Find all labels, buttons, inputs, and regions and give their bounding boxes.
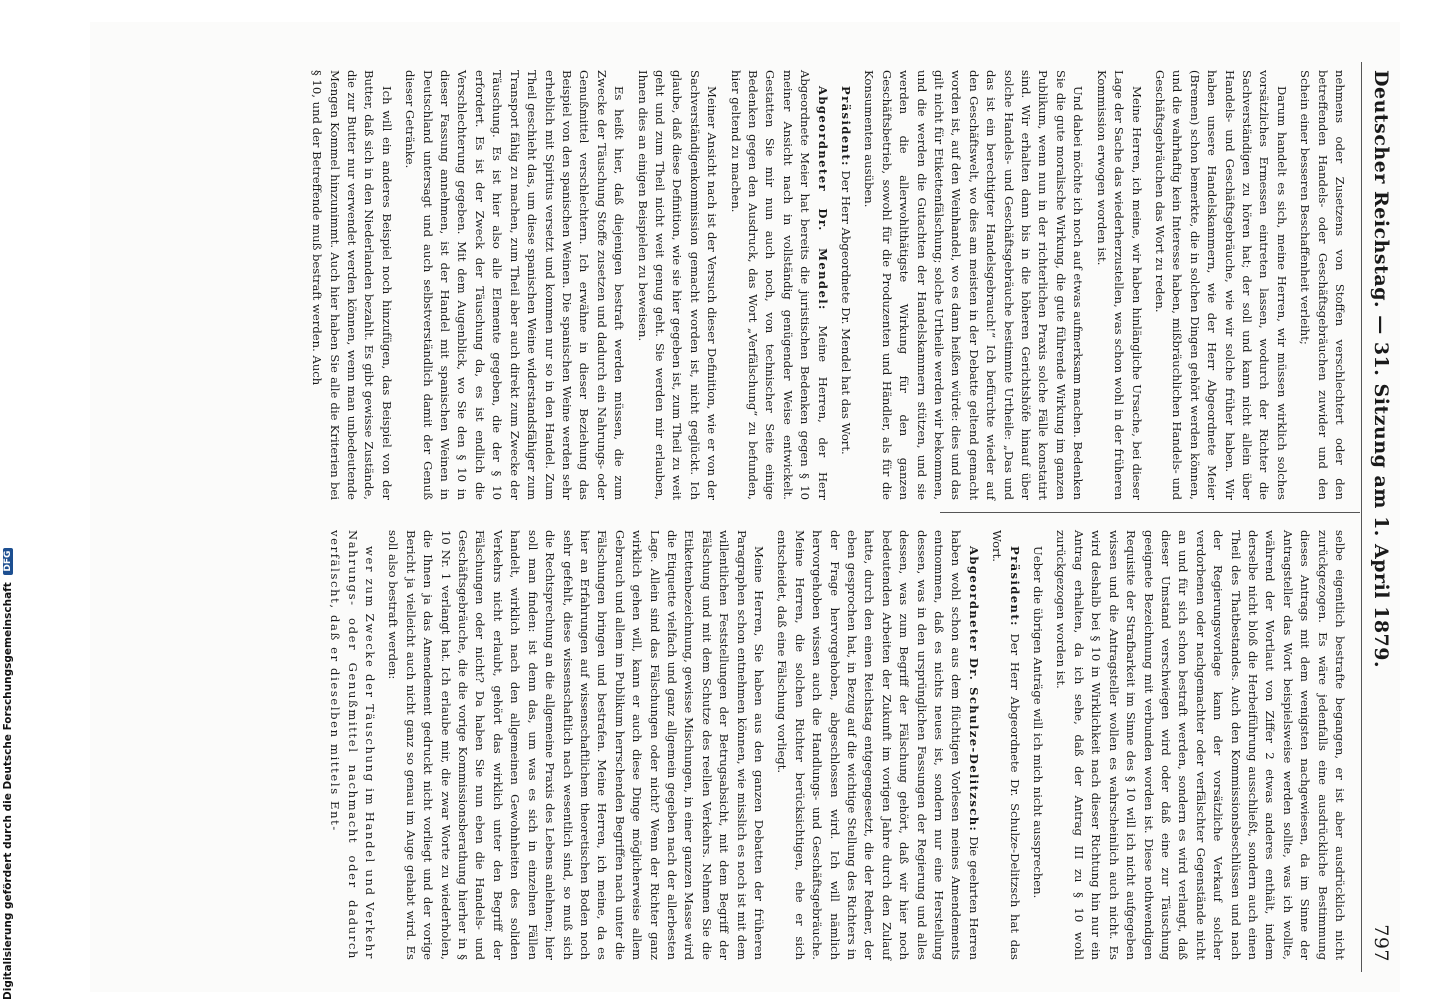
speech-paragraph <box>988 530 1023 960</box>
speaker-label: Präsident: <box>1007 546 1022 627</box>
header-rule <box>1361 62 1362 972</box>
speech-text: Die geehrten Herren haben wohl schon aus dem flüchtigen Vorlesen meines Amendements entnommen, daß es nichts neues ist, sondern nur eine Herstellung dessen, was in den ursprünglichen Fassungen der Regierung und alles dessen, was zum Begriff der Fälschung gehört, daß wir hier noch bedeutenden Arbeiten der Zukunft im vorigen Jahre durch den Zulauf hatte, durch den einen Reichstag entgegengesetzt, die der Redner, der eben gesprochen hat, in Bezug auf die wichtige Stellung des Richters in der Frage hervorgehoben, abgeschlossen wird. Ich will nämlich hervorgehoben wissen auch die Handlungs- und Geschäftsgebräuche. Meine Herren, die solchen Richter berücksichtigen, ehe er sich entscheidet, daß eine Fälschung vorliegt. <box>775 530 981 961</box>
paragraph: Meiner Ansicht nach ist der Versuch dieser Definition, wie er von der Sachverständigenkommission gemacht worden ist, nicht geglückt. Ich glaube, daß diese Definition, wie sie hier gegeben ist, zum Theil zu weit geht und zum Theil nicht weit genug geht. Sie werden mir erlauben, Ihnen dies an einigen Beispielen zu beweisen. <box>635 70 720 500</box>
paragraph: Ueber die übrigen Anträge will ich mich nicht aussprechen. <box>1031 546 1046 899</box>
speaker-label: Abgeordneter Dr. Mendel: <box>815 86 830 311</box>
dfg-logo-icon: DFG <box>3 548 13 575</box>
paragraph: Darum handelt es sich, meine Herren, wir müssen wirklich solches vorsätzliches Ermessen eintreten lassen, wodurch der Richter die Sachverständigen zu hören hat; der soll und kann nicht allein über Handels- und Geschäftsgebräuche, wie wir solche früher haben. Wir haben unsere Handelskammern, wie der Herr Abgeordnete Meier (Bremen) schon bemerkte, die in solchen Dingen gehört werden können, und die wahrhaftig kein Interesse haben, mißbräuchlichen Handels- und Geschäftsgebräuchen das Wort zu reden. <box>1152 70 1289 500</box>
speech-paragraph <box>726 70 830 500</box>
quoted-paragraph: wer zum Zwecke der Täuschung im Handel und Verkehr Nahrungs- oder Genußmittel nachmacht oder dadurch verfälscht, daß er dieselben mittels Ent- <box>328 530 378 960</box>
digitization-credit <box>2 548 14 1000</box>
paragraph: Es heißt hier, daß diejenigen bestraft werden müssen, die zum Zwecke der Täuschung Stoffe zusetzen und dadurch ein Nahrungs- oder Genußmittel verschlechtern. Ich erwähne in dieser Beziehung das Beispiel von den spanischen Weinen. Die spanischen Weine werden sehr erheblich mit Spiritus versetzt und kommen nur so in den Handel. Zum Theil geschieht das, um diese spanischen Weine widerstandsfähiger zum Transport fähig zu machen, zum Theil aber auch direkt zum Zwecke der Täuschung. Es ist hier also alle Elemente gegeben, die der § 10 erfordert. Es ist der Zweck der Täuschung da, es ist endlich die Verschlechterung gegeben. Mit dem Augenblick, wo Sie den § 10 in dieser Fassung annehmen, ist der Handel mit spanischen Weinen in Deutschland untersagt und auch selbstverständlich damit der Genuß dieser Getränke. <box>403 70 627 500</box>
right-column <box>320 530 1348 960</box>
paragraph: Meine Herren, ich meine, wir haben hinlängliche Ursache, bei dieser Lage der Sache das wiederherzustellen, was schon wohl in der früheren Kommission erwogen worden ist. <box>1094 70 1144 500</box>
page-number: 797 <box>1370 924 1392 962</box>
paragraph: Und dabei möchte ich noch auf etwas aufmerksam machen. Bedenken Sie die gute moralische Wirkung, die gute führende Wirkung im ganzen Publikum, wenn nun in der richterlichen Praxis solche Fälle konstatirt sind. Wir erhalten dann bis in die höheren Gerichtshöfe hinauf über solche Handels- und Geschäftsgebräuche bestimmte Urtheile: „Das und das ist ein berechtigter Handelsgebrauch!“ Ich befürchte wieder auf den Geschäftswelt, wo dies am meisten in der Debatte geltend gemacht worden ist, auf den Weinhandel, wo es dann heißen würde: dies und das gilt nicht für Etikettenfälschung; solche Urtheile werden wir bekommen, und die werden die Gutachten der Handelskammern stützen, und sie werden die allerwohlthätigste Wirkung für den ganzen Geschäftsbetrieb, sowohl für die Produzenten und Händler, als für die Konsumenten ausüben. <box>862 70 1086 500</box>
speech-text: Der Herr Abgeordnete Dr. Schulze-Delitzsch hat das Wort. <box>990 530 1022 960</box>
speech-text: Der Herr Abgeordnete Dr. Mendel hat das Wort. <box>839 170 854 455</box>
left-column <box>302 70 1348 500</box>
column-divider <box>940 512 1360 513</box>
credit-text: Digitalisierung gefördert durch die Deutsche Forschungsgemeinschaft <box>2 582 14 1000</box>
speech-paragraph <box>773 530 982 960</box>
speaker-label: Abgeordneter Dr. Schulze-Delitzsch: <box>966 546 981 833</box>
paragraph: Ich will ein anderes Beispiel noch hinzufügen, das Beispiel von der Butter, daß sich in den Niederlanden bezahlt. Es gibt gewisse Zustände, die zur Butter nur verwendet werden können, wenn man unbedeutende Mengen Kommel hinzunimmt. Auch hier haben Sie alle die Kriterien bei § 10, und der Betreffende muß bestraft werden. Auch <box>310 70 394 500</box>
speech-paragraph <box>837 70 854 500</box>
paragraph: nehmens oder Zusetzens von Stoffen verschlechtert oder den betreffenden Handels- oder Geschäftsgebräuchen zuwider und den Schein einer besseren Beschaffenheit verleiht; <box>1298 70 1347 500</box>
running-head-title: Deutscher Reichstag. — 31. Sitzung am 1. April 1879. <box>1370 70 1392 669</box>
rotated-scan-page <box>90 22 1400 992</box>
digitization-credit-strip <box>0 0 16 1000</box>
speech-text: Meine Herren, der Herr Abgeordnete Meier hat bereits die juristischen Bedenken gegen § 10 meiner Ansicht nach in vollständig genügender Weise entwickelt. Gestatten Sie mir nun auch noch, von technischer Seite einige Bedenken gegen den Ausdruck, das Wort „Verfälschung“ zu befunden, hier geltend zu machen. <box>728 70 830 501</box>
paragraph: selbe eigentlich bestrafte begangen, er ist aber ausdrücklich nicht zurückgezogen. Es wäre jedenfalls eine ausdrückliche Bestimmung dieses Antrags mit dem wenigsten nachgewiesen, da im Sinne der Antragsteller das Wort beispielsweise werden sollte, was ich wollte, während der Wortlaut von Ziffer 2 etwas anderes enthält, indem derselbe nicht bloß die Herbeiführung ausschließt, sondern auch einen Theil des Thatbestandes. Auch den Kommissionsbeschlüssen und nach der Regierungsvorlage kann der vorsätzliche Verkauf solcher verdorbenen oder nachgemachter oder verfälschter Gegenstände nicht an und für sich schon bestraft werden, sondern es wird verlangt, daß dieser Umstand verschwiegen wird oder daß eine zur Täuschung geeignete Bezeichnung mit verbunden worden ist. Diese nothwendigen Requisite der Strafbarkeit im Sinne des § 10 will ich nicht aufgegeben wissen und die Antragsteller wollen es wahrscheinlich auch nicht. Es wird deshalb bei § 10 in Wirklichkeit nach dieser Richtung hin nur ein Antrag erhalten, da ich sehe, daß der Antrag III zu § 10 wohl zurückgezogen worden ist. <box>1054 530 1347 960</box>
paragraph: Meine Herren, Sie haben aus den ganzen Debatten der früheren Paragraphen schon entnehmen können, wie misslich es noch ist mit dem willentlichen Feststellungen der Betrugsabsicht, mit dem Begriff der Fälschung und mit dem Schutze des reellen Verkehrs. Nehmen Sie die Etikettenbezeichnung, gewisse Mischungen, in einer ganzen Masse wird die Etiquette vielfach und ganz allgemein gegeben nach der allerbesten Lage. Allein sind das Fälschungen oder nicht? Wenn der Richter ganz wirklich gehen will, kann er auch diese Dinge möglicherweise allem Gebrauch und allem im Publikum herrschenden Begriffen nach unter die Fälschungen bringen und bestrafen. Meine Herren, ich meine, da es hier an Erfahrungen auf wissenschaftlichem theoretischen Boden noch sehr gefehlt, diese wissenschaftlich nach wesentlich sind, so muß sich die Rechtsprechung an die allgemeine Praxis des Lebens anlehnen; hier soll man finden: ist denn das, um was es sich in einzelnen Fällen handelt, wirklich nach den allgemeinen Gewohnheiten des soliden Verkehrs nicht erlaubt, gehört das wirklich unter den Begriff der Fälschungen oder nicht? Da haben Sie nun eben die Handels- und Geschäftsgebräuche, die die vorige Kommissionsberathung hierher in § 10 Nr. 1 verlangt hat. Ich erlaube mir, die zwar Worte zu wiederholen, die Ihnen ja das Amendement gedruckt nicht vorliegt und der vorige Bericht ja vielleicht auch nicht ganz so genau im Auge gehabt wird. Es soll also bestraft werden: <box>386 530 766 960</box>
running-head <box>1362 70 1392 962</box>
speaker-label: Präsident: <box>839 86 854 167</box>
